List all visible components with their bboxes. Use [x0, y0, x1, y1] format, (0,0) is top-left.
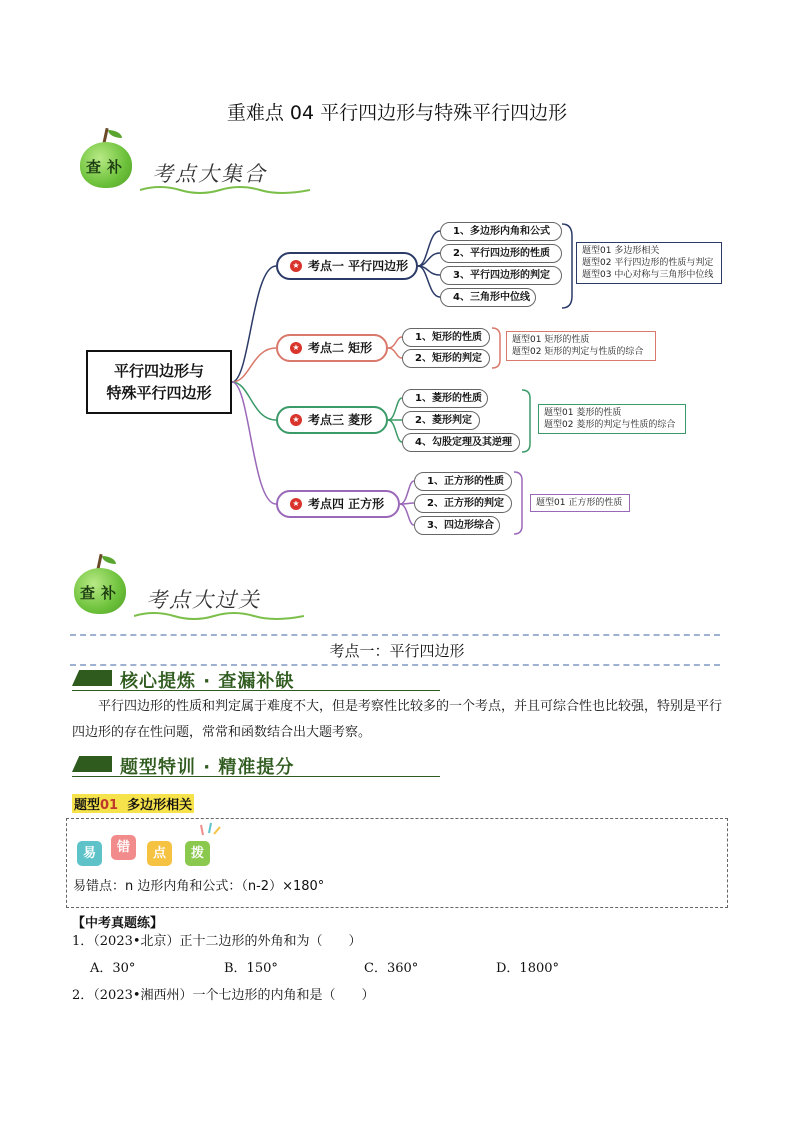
type-line: 题型01 正方形的性质	[536, 498, 623, 508]
leaf-item: 2、矩形的判定	[402, 349, 490, 368]
band-rule	[72, 776, 440, 777]
option-d: D．1800°	[496, 961, 560, 976]
tip-text: 易错点：n 边形内角和公式：（n-2）×180°	[73, 879, 325, 894]
divider	[70, 634, 720, 636]
type-line: 题型03 中心对称与三角形中位线	[582, 270, 714, 280]
type-line: 题型02 菱形的判定与性质的综合	[544, 420, 676, 430]
topic-label: 考点二 矩形	[308, 341, 373, 355]
topic-label: 考点四 正方形	[308, 497, 385, 511]
star-icon: ★	[290, 414, 302, 426]
sparkle-icon	[199, 821, 221, 837]
leaf-item: 4、勾股定理及其逆理	[402, 433, 520, 452]
type-line: 题型01 菱形的性质	[544, 408, 622, 418]
mindmap-root	[86, 350, 232, 414]
topic-label: 考点三 菱形	[308, 413, 373, 427]
leaf-item: 3、平行四边形的判定	[440, 266, 562, 285]
types-box	[530, 494, 630, 512]
root-line-1: 平行四边形与	[113, 362, 204, 380]
star-icon: ★	[290, 498, 302, 510]
qtype-number: 01	[100, 798, 119, 813]
question-type-label	[72, 794, 194, 813]
badge-label: 考点大集合	[152, 162, 267, 186]
leaf-item: 2、正方形的判定	[414, 494, 512, 513]
tip-tile: 易	[77, 841, 102, 866]
tip-tile: 错	[111, 835, 136, 860]
tip-tile: 点	[147, 841, 172, 866]
option-c: C．360°	[364, 961, 419, 976]
band-training	[72, 754, 440, 778]
tip-tile: 拨	[185, 841, 210, 866]
root-line-2: 特殊平行四边形	[106, 384, 212, 402]
intro-paragraph: 平行四边形的性质和判定属于难度不大，但是考察性比较多的一个考点，并且可综合性也比较强，特别是平行四边形的存在性问题，常常和函数结合出大题考察。	[72, 699, 723, 740]
band-marker	[72, 670, 112, 686]
band-rule	[72, 690, 440, 691]
types-box	[538, 404, 686, 434]
band-title: 题型特训 · 精准提分	[120, 757, 295, 778]
type-line: 题型01 矩形的性质	[512, 335, 590, 345]
topic-rectangle	[276, 334, 388, 362]
questions-header: 【中考真题练】	[72, 916, 164, 931]
topic-label: 考点一 平行四边形	[308, 259, 409, 273]
type-line: 题型02 矩形的判定与性质的综合	[512, 347, 644, 357]
type-line: 题型01 多边形相关	[582, 246, 660, 256]
topic-rhombus	[276, 406, 388, 434]
types-box	[576, 242, 722, 284]
leaf-item: 1、多边形内角和公式	[440, 222, 562, 241]
tip-box	[66, 818, 728, 908]
leaf-item: 4、三角形中位线	[440, 288, 536, 307]
leaf-icon	[102, 556, 116, 564]
apple-label: 查补	[86, 158, 129, 176]
band-marker	[72, 756, 112, 772]
apple-label: 查补	[80, 584, 123, 602]
option-b: B．150°	[224, 961, 278, 976]
band-core	[72, 668, 440, 692]
type-line: 题型02 平行四边形的性质与判定	[582, 258, 714, 268]
badge-label: 考点大过关	[146, 588, 261, 612]
qtype-prefix: 题型	[74, 798, 101, 813]
question-2-stem: 2．（2023•湘西州）一个七边形的内角和是（ ）	[72, 988, 375, 1003]
leaf-item: 1、矩形的性质	[402, 328, 490, 347]
question-1-stem: 1．（2023•北京）正十二边形的外角和为（ ）	[72, 934, 362, 949]
leaf-item: 3、四边形综合	[414, 516, 500, 535]
topic-square	[276, 490, 400, 518]
qtype-title: 多边形相关	[127, 798, 193, 813]
page-title: 重难点 04 平行四边形与特殊平行四边形	[226, 102, 568, 124]
topic-parallelogram	[276, 252, 418, 280]
star-icon: ★	[290, 342, 302, 354]
leaf-item: 2、平行四边形的性质	[440, 244, 562, 263]
leaf-item: 1、菱形的性质	[402, 389, 488, 408]
badge-underline	[134, 610, 304, 620]
leaf-item: 2、菱形判定	[402, 411, 480, 430]
divider	[70, 664, 720, 666]
types-box	[506, 331, 656, 361]
section-badge-practice	[74, 552, 314, 622]
option-a: A．30°	[90, 961, 136, 976]
leaf-item: 1、正方形的性质	[414, 472, 512, 491]
band-title: 核心提炼 · 查漏补缺	[120, 671, 295, 692]
section-title: 考点一：平行四边形	[329, 642, 465, 660]
star-icon: ★	[290, 260, 302, 272]
